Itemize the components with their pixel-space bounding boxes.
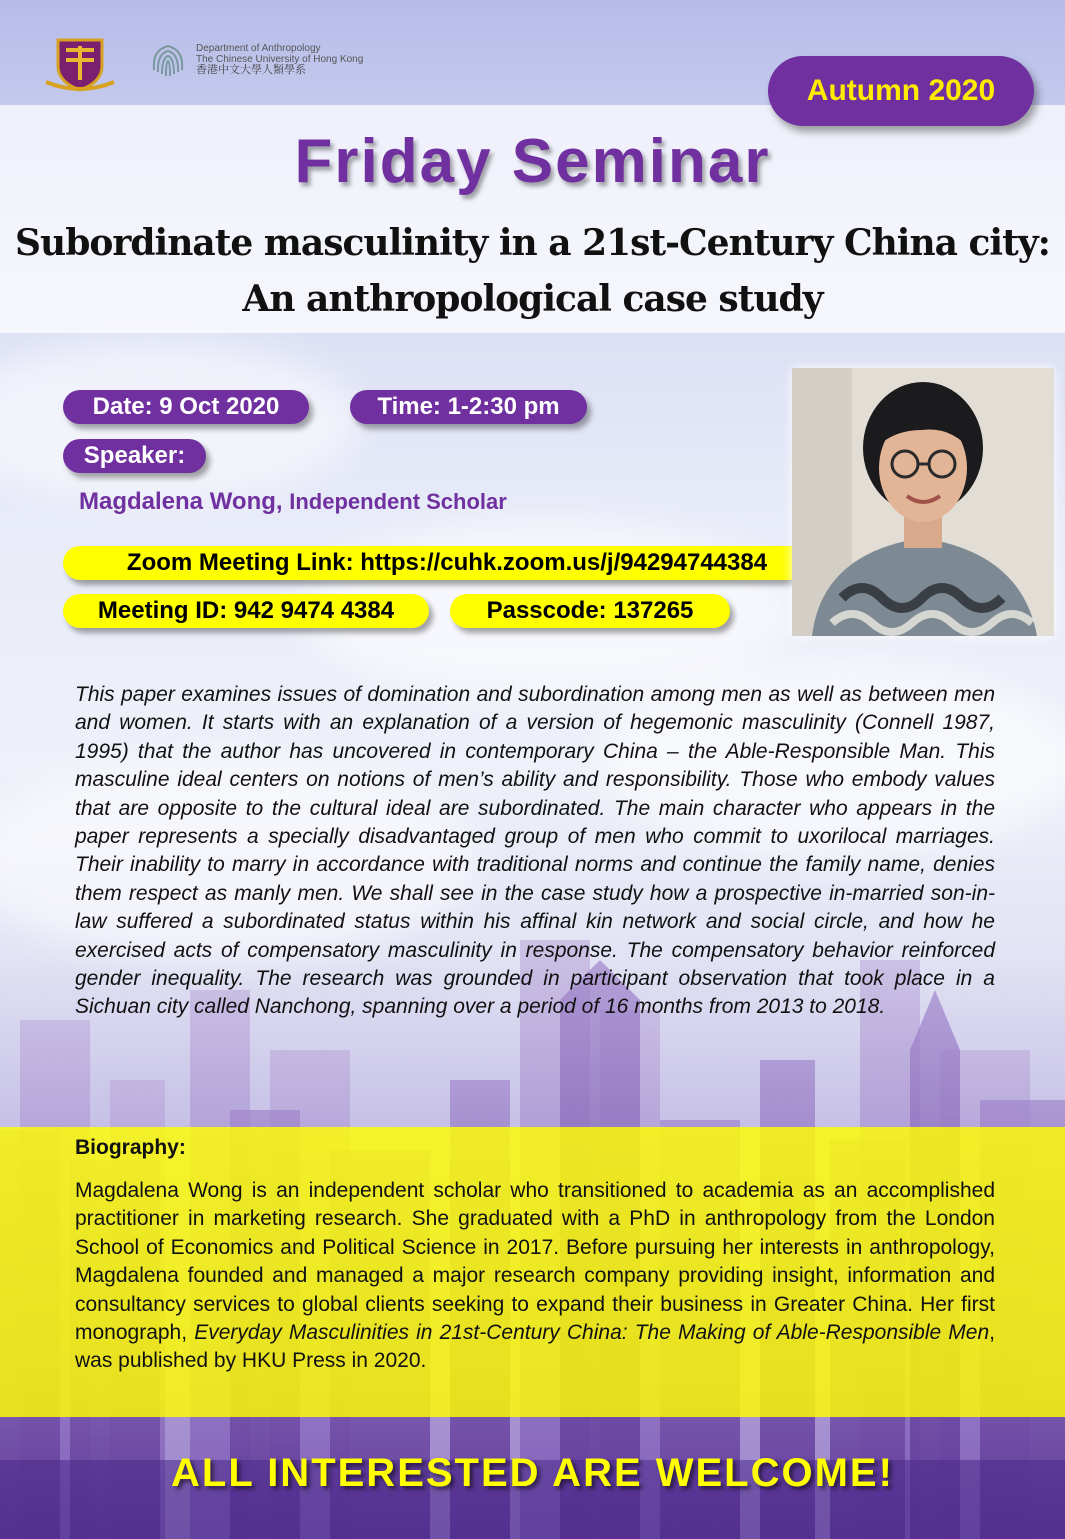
seminar-title: Friday Seminar bbox=[294, 127, 771, 196]
biography-text-end: , was published by HKU Press in 2020. bbox=[75, 1321, 995, 1373]
fingerprint-icon bbox=[148, 40, 188, 84]
zoom-link-badge[interactable]: Zoom Meeting Link: https://cuhk.zoom.us/j/94294744384 bbox=[63, 546, 831, 580]
university-name-en: The Chinese University of Hong Kong bbox=[196, 54, 364, 65]
meeting-id-badge: Meeting ID: 942 9474 4384 bbox=[63, 594, 429, 628]
book-title: Everyday Masculinities in 21st-Century China: The Making of Able-Responsible Men bbox=[194, 1321, 990, 1345]
date-badge: Date: 9 Oct 2020 bbox=[63, 390, 309, 424]
welcome-banner: ALL INTERESTED ARE WELCOME! bbox=[171, 1451, 894, 1495]
talk-title-line-1: Subordinate masculinity in a 21st-Century China city: bbox=[15, 222, 1050, 264]
season-badge: Autumn 2020 bbox=[768, 56, 1034, 126]
department-name-en: Department of Anthropology bbox=[196, 43, 321, 54]
biography-heading: Biography: bbox=[75, 1136, 186, 1159]
passcode-badge: Passcode: 137265 bbox=[450, 594, 730, 628]
department-name-cn: 香港中文大學人類學系 bbox=[196, 64, 306, 76]
cuhk-crest-logo bbox=[44, 36, 116, 92]
speaker-line bbox=[79, 488, 507, 516]
abstract-paragraph: This paper examines issues of domination and subordination among men as well as between men and women. It starts with an explanation of a version of hegemonic masculinity (Connell 1987, 1995) that the author has uncovered in contemporary China – the Able-Responsible Man. This masculine ideal centers on notions of men’s ability and responsibility. Those who embody values that are opposite to the cultural ideal are subordinated. The main character who appears in the paper represents a specially disadvantaged group of men who commit to uxorilocal marriages. Their inability to marry in accordance with traditional norms and continue the family name, denies them respect as manly men. We shall see in the case study how a prospective in-married son-in-law suffered a subordinated status within his affinal kin network and social circle, and how he exercised acts of compensatory masculinity in response. The compensatory behavior reinforced gender inequality. The research was grounded in participant observation that took place in a Sichuan city called Nanchong, spanning over a period of 16 months from 2013 to 2018. bbox=[75, 683, 995, 1019]
biography-text: Magdalena Wong is an independent scholar who transitioned to academia as an accomplished practitioner in marketing research. She graduated with a PhD in anthropology from the London School of Economics and Political Science in 2017. Before pursuing her interests in anthropology, Magdalena founded and managed a major research company providing insight, information and consultancy services to global clients seeking to expand their business in Greater China. Her first monograph, bbox=[75, 1179, 995, 1345]
biography-paragraph bbox=[75, 1177, 995, 1376]
talk-title bbox=[0, 215, 1065, 327]
time-badge: Time: 1-2:30 pm bbox=[350, 390, 587, 424]
talk-title-line-2: An anthropological case study bbox=[242, 278, 823, 320]
speaker-label-badge: Speaker: bbox=[63, 439, 206, 473]
speaker-affiliation: Independent Scholar bbox=[289, 489, 507, 514]
speaker-photo bbox=[792, 368, 1054, 636]
speaker-name: Magdalena Wong, bbox=[79, 488, 283, 515]
anthropology-department-logo bbox=[148, 40, 364, 86]
